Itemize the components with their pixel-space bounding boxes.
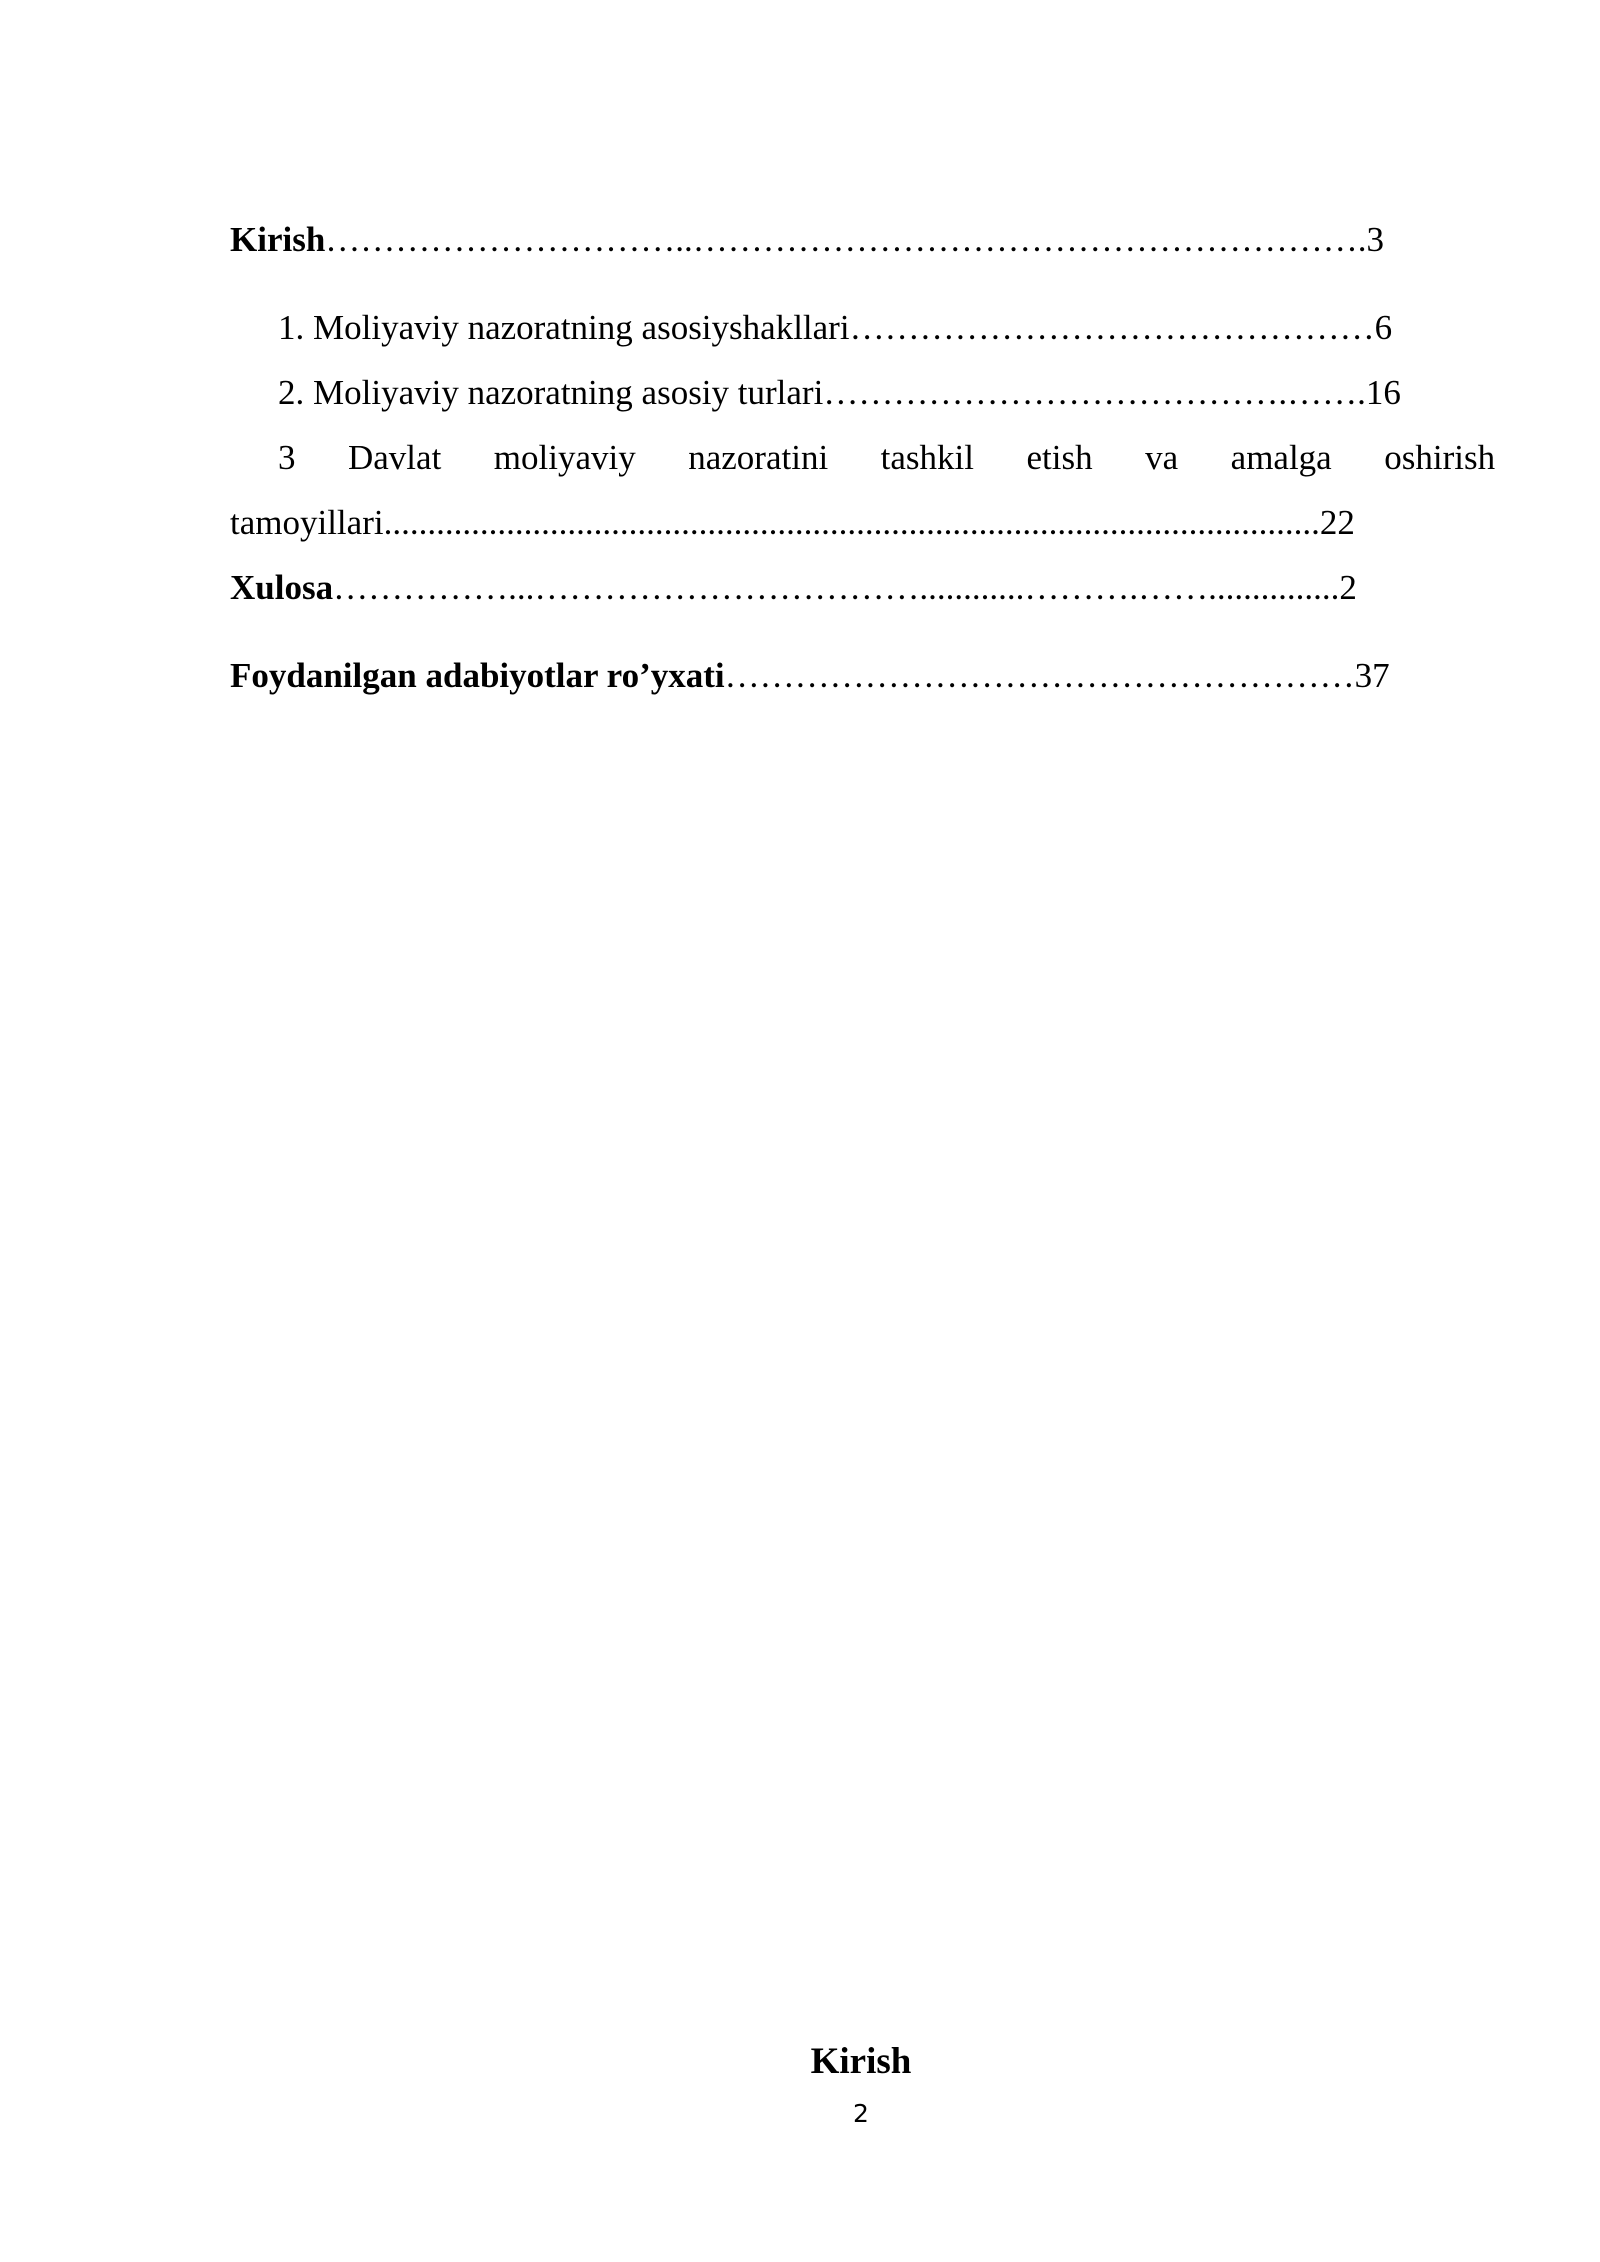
toc-entry-conclusion [230, 566, 1357, 610]
toc-word: Davlat [348, 438, 442, 477]
toc-leader-dots: ………………………………….……. [823, 373, 1366, 412]
toc-leader-dots: ……………………………………… [849, 308, 1375, 347]
toc-leader-dots: …………………………..…………………………………………………. [325, 220, 1367, 259]
toc-entry-references [230, 654, 1390, 698]
toc-word: 3 [278, 438, 296, 477]
toc-entry-item-2 [278, 371, 1401, 415]
toc-page-number: 6 [1374, 308, 1393, 347]
section-heading: Kirish [810, 2041, 912, 2082]
toc-entry-label: Xulosa [230, 568, 334, 607]
toc-entry-label: 2. Moliyaviy nazoratning asosiy turlari [278, 373, 824, 412]
toc-entry-item-3-line-2 [230, 501, 1355, 545]
toc-page-number: 3 [1366, 220, 1385, 259]
toc-word: va [1145, 438, 1179, 477]
toc-entry-label: tamoyillari [230, 503, 384, 542]
toc-word: oshirish [1384, 438, 1496, 477]
toc-word: amalga [1230, 438, 1332, 477]
toc-leader-dots: ……………………………………………… [724, 656, 1355, 695]
toc-leader-dots: ……………...……………………………............……….……............... [333, 568, 1340, 607]
toc-word: nazoratini [688, 438, 829, 477]
toc-word: tashkil [880, 438, 974, 477]
toc-entry-label: Kirish [230, 220, 326, 259]
toc-entry-label: 1. Moliyaviy nazoratning asosiyshakllari [278, 308, 850, 347]
toc-page-number: 2 [1339, 568, 1357, 607]
toc-entry-intro [230, 218, 1384, 262]
toc-word: etish [1026, 438, 1093, 477]
toc-entry-item-1 [278, 306, 1392, 350]
toc-page-number: 16 [1365, 373, 1401, 412]
toc-word: moliyaviy [493, 438, 636, 477]
page-number: 2 [853, 2099, 869, 2128]
toc-page-number: 22 [1319, 503, 1355, 542]
toc-entry-item-3-line-1 [278, 436, 1495, 480]
toc-page-number: 37 [1354, 656, 1390, 695]
toc-entry-label: Foydanilgan adabiyotlar ro’yxati [230, 656, 725, 695]
toc-leader-dots: ........................................................................................................... [383, 503, 1320, 542]
